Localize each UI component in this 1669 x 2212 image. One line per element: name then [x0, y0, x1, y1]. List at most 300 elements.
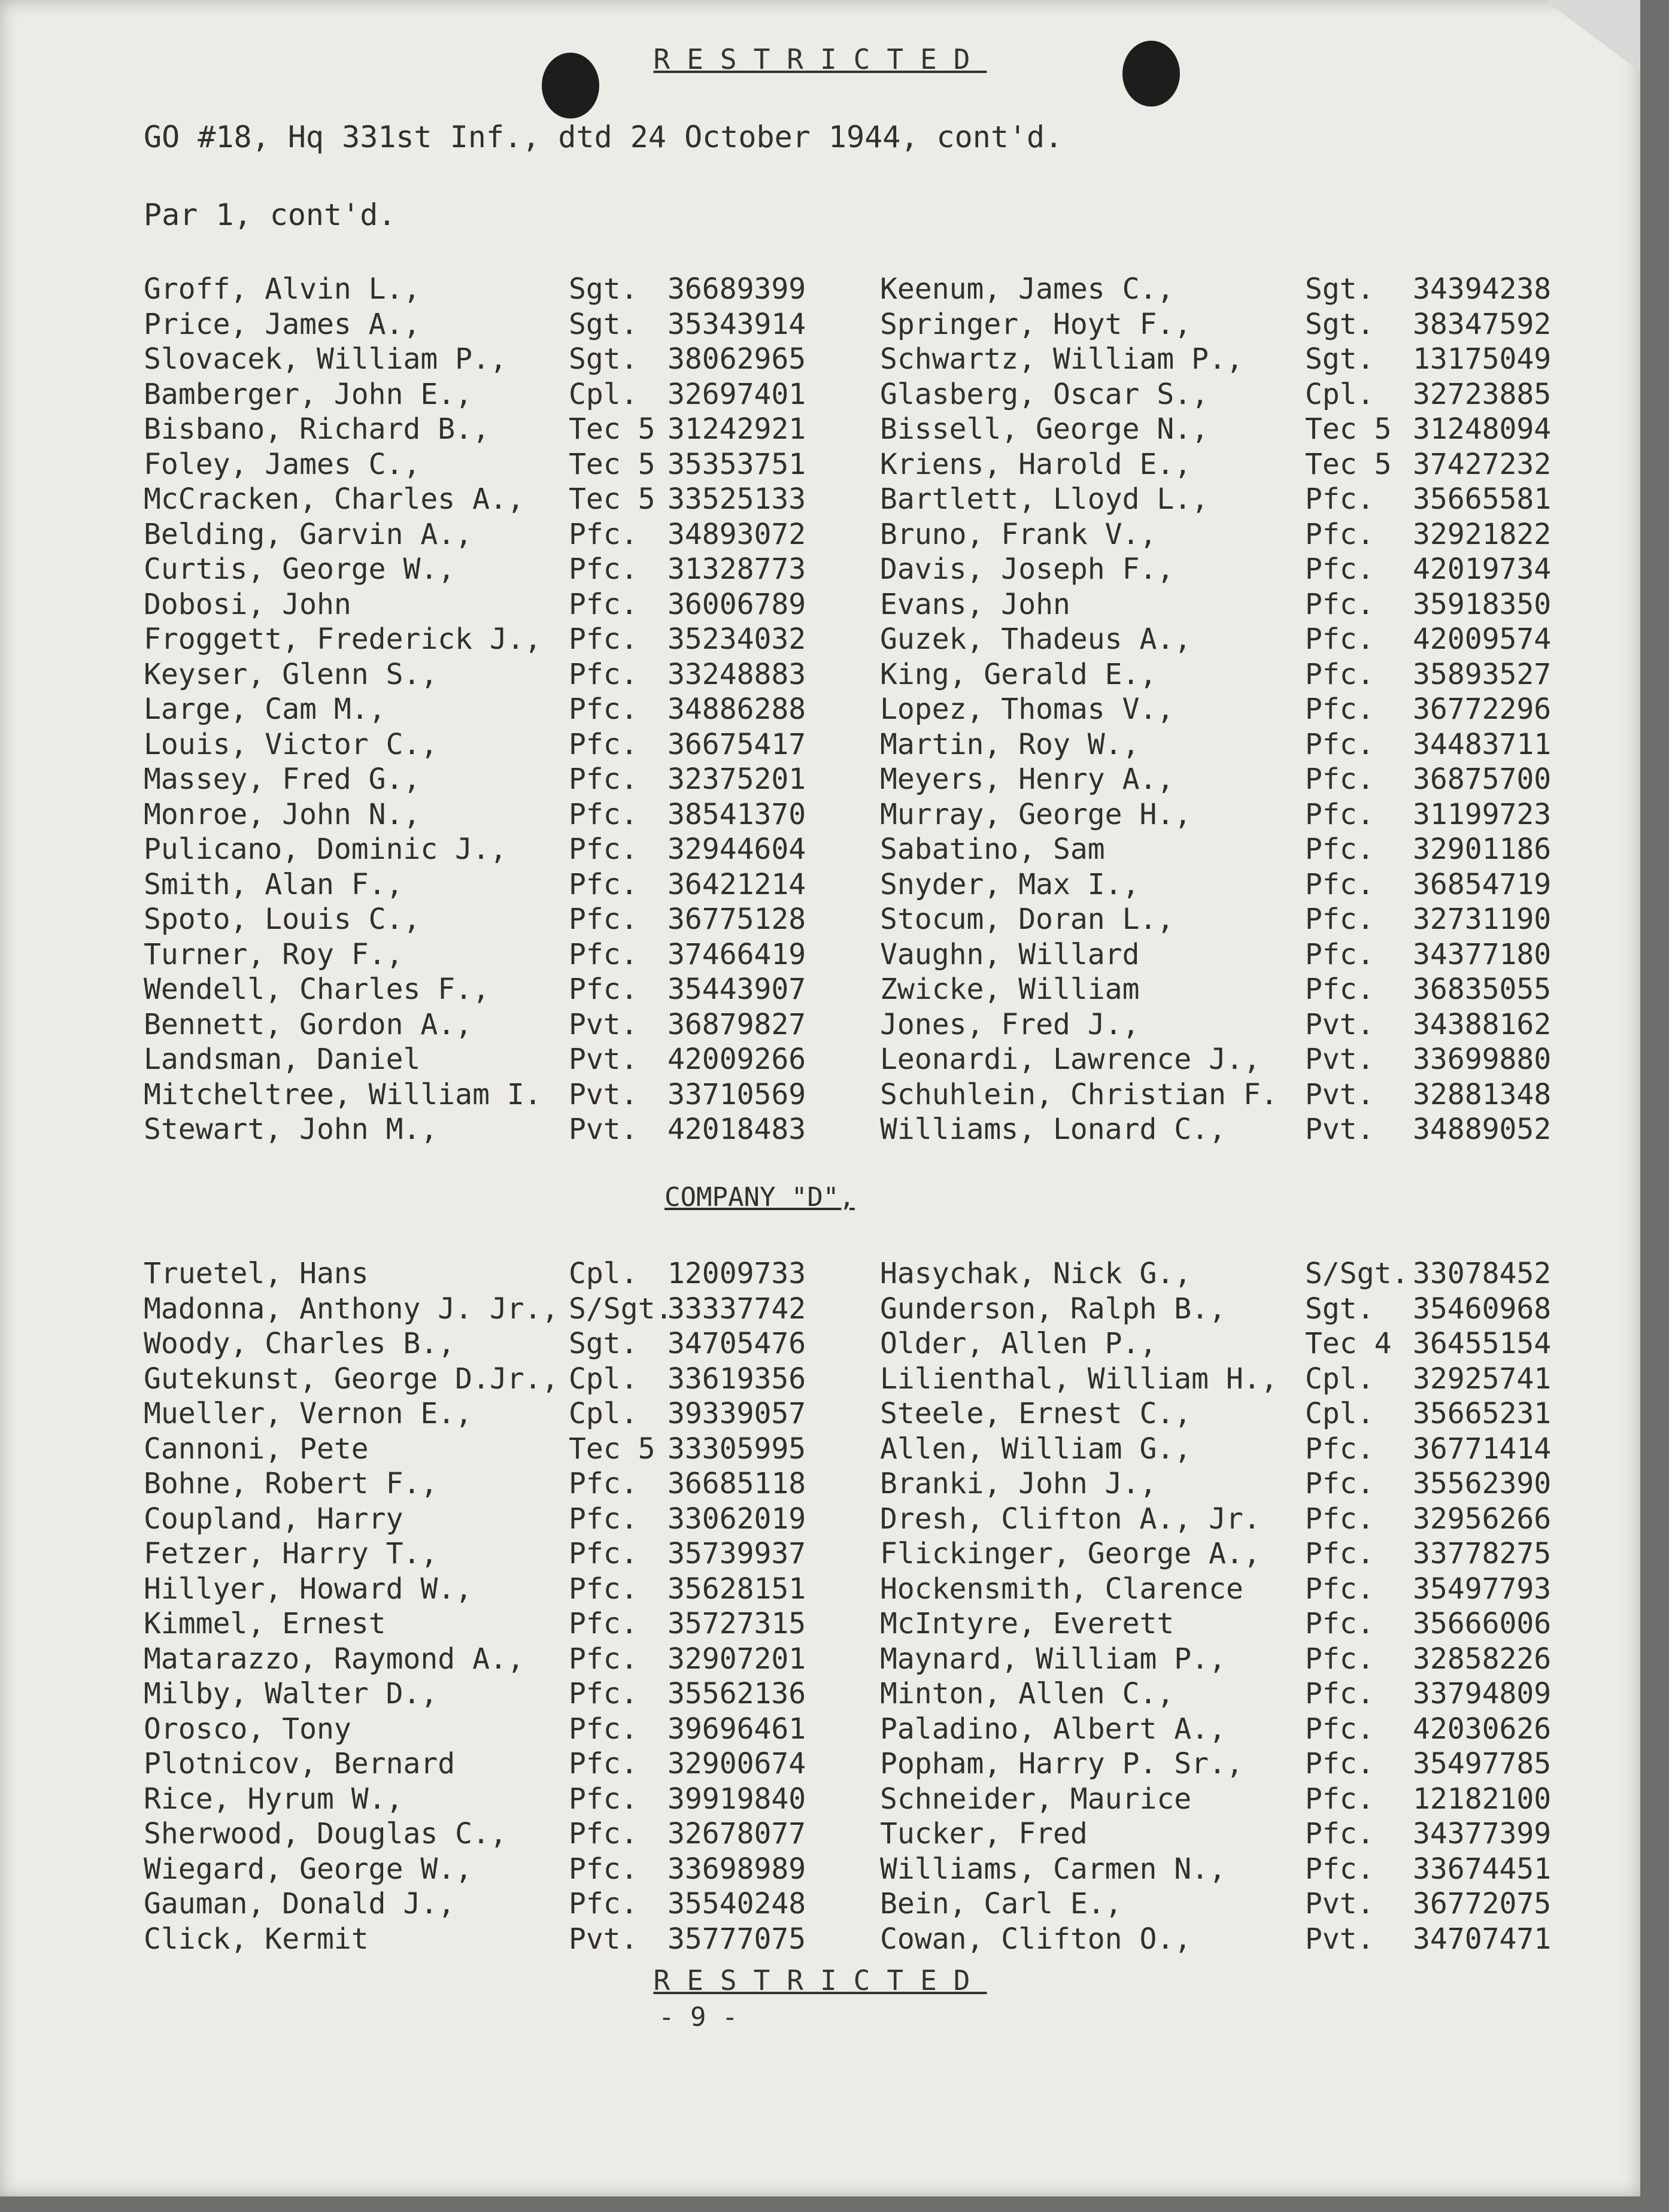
roster-row: [0, 903, 1640, 937]
left-serial: 38062965: [667, 342, 806, 376]
left-rank: Pfc.: [569, 517, 638, 551]
roster-row: [0, 308, 1640, 342]
right-serial: 42019734: [1413, 552, 1552, 586]
right-serial: 35497785: [1413, 1747, 1552, 1780]
roster-row: [0, 973, 1640, 1007]
left-name: Groff, Alvin L.,: [144, 272, 421, 306]
left-serial: 32375201: [667, 762, 806, 796]
left-name: Monroe, John N.,: [144, 797, 421, 831]
right-name: Schneider, Maurice: [880, 1782, 1192, 1816]
left-serial: 35234032: [667, 622, 806, 656]
roster-row: [0, 448, 1640, 482]
left-name: Landsman, Daniel: [144, 1043, 421, 1076]
right-serial: 34377399: [1413, 1817, 1552, 1851]
left-name: Massey, Fred G.,: [144, 762, 421, 796]
roster-row: [0, 1677, 1640, 1712]
right-serial: 35665231: [1413, 1397, 1552, 1430]
left-rank: Pfc.: [569, 762, 638, 796]
left-name: Belding, Garvin A.,: [144, 517, 473, 551]
company-heading: COMPANY "D",: [664, 1182, 855, 1213]
right-name: Glasberg, Oscar S.,: [880, 377, 1209, 411]
right-rank: Tec 4: [1305, 1327, 1392, 1360]
left-serial: 35443907: [667, 973, 806, 1006]
left-serial: 34886288: [667, 692, 806, 726]
left-name: Bamberger, John E.,: [144, 377, 473, 411]
roster-row: [0, 1747, 1640, 1782]
roster-row: [0, 1502, 1640, 1537]
left-serial: 35777075: [667, 1922, 806, 1956]
right-rank: Cpl.: [1305, 377, 1374, 411]
right-serial: 34483711: [1413, 727, 1552, 761]
roster-row: [0, 1887, 1640, 1922]
left-serial: 35540248: [667, 1887, 806, 1921]
right-rank: Pfc.: [1305, 973, 1374, 1006]
roster-row: [0, 798, 1640, 832]
roster-row: [0, 552, 1640, 587]
left-serial: 37466419: [667, 937, 806, 971]
right-serial: 35497793: [1413, 1572, 1552, 1606]
left-name: Cannoni, Pete: [144, 1432, 369, 1466]
right-serial: 31248094: [1413, 412, 1552, 446]
left-name: Rice, Hyrum W.,: [144, 1782, 403, 1816]
right-serial: 33794809: [1413, 1677, 1552, 1710]
roster-row: [0, 518, 1640, 552]
left-rank: Pfc.: [569, 1852, 638, 1886]
restricted-footer: RESTRICTED: [653, 1964, 987, 1997]
right-serial: 32921822: [1413, 517, 1552, 551]
left-serial: 35628151: [667, 1572, 806, 1606]
right-serial: 32901186: [1413, 832, 1552, 866]
roster-row: [0, 1078, 1640, 1113]
left-rank: Pfc.: [569, 797, 638, 831]
left-serial: 36775128: [667, 903, 806, 936]
left-name: Hillyer, Howard W.,: [144, 1572, 473, 1606]
left-rank: Pfc.: [569, 727, 638, 761]
left-rank: Pfc.: [569, 1677, 638, 1710]
left-name: Fetzer, Harry T.,: [144, 1537, 438, 1570]
page-number: - 9 -: [659, 2002, 738, 2032]
right-rank: Pvt.: [1305, 1922, 1374, 1956]
right-name: Lopez, Thomas V.,: [880, 692, 1175, 726]
right-rank: Pfc.: [1305, 1502, 1374, 1536]
right-serial: 36771414: [1413, 1432, 1552, 1466]
left-rank: Pfc.: [569, 867, 638, 901]
left-name: Slovacek, William P.,: [144, 342, 507, 376]
roster-row: [0, 1008, 1640, 1043]
left-name: Bennett, Gordon A.,: [144, 1007, 473, 1041]
left-name: McCracken, Charles A.,: [144, 482, 524, 516]
left-name: Mitcheltree, William I.: [144, 1077, 542, 1111]
left-name: Smith, Alan F.,: [144, 867, 403, 901]
roster-row: [0, 832, 1640, 867]
roster-row: [0, 728, 1640, 762]
roster-row: [0, 412, 1640, 447]
right-serial: 36772296: [1413, 692, 1552, 726]
right-name: Steele, Ernest C.,: [880, 1397, 1192, 1430]
paragraph-line: Par 1, cont'd.: [144, 198, 396, 232]
right-serial: 35893527: [1413, 657, 1552, 691]
right-rank: Pfc.: [1305, 552, 1374, 586]
left-rank: Pfc.: [569, 1502, 638, 1536]
right-rank: Pfc.: [1305, 622, 1374, 656]
roster-row: [0, 378, 1640, 412]
right-serial: 42009574: [1413, 622, 1552, 656]
left-name: Curtis, George W.,: [144, 552, 456, 586]
right-name: Schuhlein, Christian F.: [880, 1077, 1278, 1111]
roster-row: [0, 692, 1640, 727]
roster-row: [0, 762, 1640, 797]
left-serial: 35739937: [667, 1537, 806, 1570]
right-rank: Cpl.: [1305, 1362, 1374, 1396]
right-name: Bartlett, Lloyd L.,: [880, 482, 1209, 516]
right-name: Bruno, Frank V.,: [880, 517, 1157, 551]
left-serial: 39696461: [667, 1712, 806, 1746]
left-rank: Sgt.: [569, 272, 638, 306]
right-rank: Pfc.: [1305, 762, 1374, 796]
right-serial: 33778275: [1413, 1537, 1552, 1570]
roster-row: [0, 1257, 1640, 1292]
left-name: Price, James A.,: [144, 307, 421, 341]
restricted-header: RESTRICTED: [653, 43, 987, 75]
left-serial: 32900674: [667, 1747, 806, 1780]
right-rank: Cpl.: [1305, 1397, 1374, 1430]
left-rank: Cpl.: [569, 377, 638, 411]
right-rank: Pfc.: [1305, 1782, 1374, 1816]
left-serial: 36006789: [667, 587, 806, 621]
right-rank: Pfc.: [1305, 587, 1374, 621]
left-name: Woody, Charles B.,: [144, 1327, 456, 1360]
roster-row: [0, 1607, 1640, 1642]
right-serial: 34377180: [1413, 937, 1552, 971]
right-serial: 35665581: [1413, 482, 1552, 516]
right-rank: Tec 5: [1305, 412, 1392, 446]
left-name: Orosco, Tony: [144, 1712, 351, 1746]
roster-row: [0, 1782, 1640, 1817]
left-name: Froggett, Frederick J.,: [144, 622, 542, 656]
left-serial: 32944604: [667, 832, 806, 866]
right-serial: 33078452: [1413, 1257, 1552, 1290]
left-name: Large, Cam M.,: [144, 692, 386, 726]
right-name: Evans, John: [880, 587, 1070, 621]
left-name: Spoto, Louis C.,: [144, 903, 421, 936]
left-rank: Pvt.: [569, 1043, 638, 1076]
right-rank: Pfc.: [1305, 867, 1374, 901]
left-serial: 31328773: [667, 552, 806, 586]
roster-row: [0, 1852, 1640, 1887]
right-name: Davis, Joseph F.,: [880, 552, 1175, 586]
right-rank: Pfc.: [1305, 517, 1374, 551]
right-rank: Pfc.: [1305, 1817, 1374, 1851]
right-name: Bissell, George N.,: [880, 412, 1209, 446]
left-name: Matarazzo, Raymond A.,: [144, 1642, 524, 1676]
right-name: Zwicke, William: [880, 973, 1140, 1006]
left-rank: Tec 5: [569, 412, 656, 446]
roster-row: [0, 1537, 1640, 1572]
left-rank: Pfc.: [569, 1712, 638, 1746]
roster-row: [0, 1292, 1640, 1327]
left-rank: Pfc.: [569, 587, 638, 621]
right-rank: Pfc.: [1305, 1537, 1374, 1570]
roster-row: [0, 588, 1640, 622]
left-rank: Pfc.: [569, 1887, 638, 1921]
roster-row: [0, 1362, 1640, 1397]
left-serial: 35727315: [667, 1607, 806, 1640]
right-serial: 35460968: [1413, 1292, 1552, 1326]
right-rank: Pvt.: [1305, 1007, 1374, 1041]
right-name: Guzek, Thadeus A.,: [880, 622, 1192, 656]
right-name: Springer, Hoyt F.,: [880, 307, 1192, 341]
right-rank: Pfc.: [1305, 1572, 1374, 1606]
left-rank: Pfc.: [569, 1537, 638, 1570]
roster-row: [0, 1327, 1640, 1362]
right-serial: 34889052: [1413, 1113, 1552, 1146]
left-serial: 33305995: [667, 1432, 806, 1466]
left-rank: Pfc.: [569, 622, 638, 656]
left-rank: Pvt.: [569, 1113, 638, 1146]
roster-row: [0, 868, 1640, 903]
left-name: Plotnicov, Bernard: [144, 1747, 456, 1780]
right-name: Schwartz, William P.,: [880, 342, 1243, 376]
left-name: Turner, Roy F.,: [144, 937, 403, 971]
right-rank: Pfc.: [1305, 1712, 1374, 1746]
right-rank: Pfc.: [1305, 937, 1374, 971]
right-name: Snyder, Max I.,: [880, 867, 1140, 901]
order-line: GO #18, Hq 331st Inf., dtd 24 October 1944, cont'd.: [144, 120, 1063, 154]
left-name: Pulicano, Dominic J.,: [144, 832, 507, 866]
right-rank: Pfc.: [1305, 1607, 1374, 1640]
right-name: Leonardi, Lawrence J.,: [880, 1043, 1261, 1076]
right-serial: 34707471: [1413, 1922, 1552, 1956]
roster-row: [0, 1642, 1640, 1677]
right-rank: Pvt.: [1305, 1043, 1374, 1076]
left-serial: 33710569: [667, 1077, 806, 1111]
left-name: Bohne, Robert F.,: [144, 1467, 438, 1500]
left-name: Madonna, Anthony J. Jr.,: [144, 1292, 559, 1326]
right-name: Hockensmith, Clarence: [880, 1572, 1243, 1606]
right-rank: Tec 5: [1305, 447, 1392, 481]
left-serial: 42009266: [667, 1043, 806, 1076]
left-name: Gutekunst, George D.Jr.,: [144, 1362, 559, 1396]
right-name: Murray, George H.,: [880, 797, 1192, 831]
left-serial: 33062019: [667, 1502, 806, 1536]
right-name: Flickinger, George A.,: [880, 1537, 1261, 1570]
left-serial: 36421214: [667, 867, 806, 901]
left-name: Gauman, Donald J.,: [144, 1887, 456, 1921]
left-serial: 33337742: [667, 1292, 806, 1326]
left-serial: 33248883: [667, 657, 806, 691]
right-serial: 42030626: [1413, 1712, 1552, 1746]
right-name: Hasychak, Nick G.,: [880, 1257, 1192, 1290]
left-serial: 38541370: [667, 797, 806, 831]
roster-row: [0, 1817, 1640, 1852]
left-rank: Pvt.: [569, 1077, 638, 1111]
right-serial: 33674451: [1413, 1852, 1552, 1886]
left-serial: 32678077: [667, 1817, 806, 1851]
right-name: Allen, William G.,: [880, 1432, 1192, 1466]
left-name: Dobosi, John: [144, 587, 351, 621]
left-serial: 39919840: [667, 1782, 806, 1816]
left-name: Stewart, John M.,: [144, 1113, 438, 1146]
right-rank: Pfc.: [1305, 903, 1374, 936]
left-rank: Cpl.: [569, 1257, 638, 1290]
left-rank: Tec 5: [569, 1432, 656, 1466]
right-rank: Pvt.: [1305, 1887, 1374, 1921]
left-serial: 31242921: [667, 412, 806, 446]
right-name: Williams, Lonard C.,: [880, 1113, 1226, 1146]
left-rank: Pvt.: [569, 1922, 638, 1956]
right-serial: 34388162: [1413, 1007, 1552, 1041]
left-name: Wendell, Charles F.,: [144, 973, 490, 1006]
right-rank: Pfc.: [1305, 1432, 1374, 1466]
right-serial: 32925741: [1413, 1362, 1552, 1396]
left-serial: 32697401: [667, 377, 806, 411]
right-rank: Pvt.: [1305, 1113, 1374, 1146]
right-rank: Pfc.: [1305, 482, 1374, 516]
left-name: Kimmel, Ernest: [144, 1607, 386, 1640]
right-serial: 36455154: [1413, 1327, 1552, 1360]
left-rank: Sgt.: [569, 1327, 638, 1360]
right-serial: 37427232: [1413, 447, 1552, 481]
right-serial: 35562390: [1413, 1467, 1552, 1500]
roster-row: [0, 1572, 1640, 1607]
roster-row: [0, 658, 1640, 692]
right-serial: 36875700: [1413, 762, 1552, 796]
right-rank: Pfc.: [1305, 1747, 1374, 1780]
left-rank: Pfc.: [569, 692, 638, 726]
right-serial: 34394238: [1413, 272, 1552, 306]
right-rank: Pvt.: [1305, 1077, 1374, 1111]
left-name: Click, Kermit: [144, 1922, 369, 1956]
left-rank: Pfc.: [569, 1572, 638, 1606]
roster-row: [0, 1113, 1640, 1147]
left-serial: 34705476: [667, 1327, 806, 1360]
roster-row: [0, 1922, 1640, 1957]
left-serial: 33698989: [667, 1852, 806, 1886]
left-serial: 32907201: [667, 1642, 806, 1676]
right-serial: 32881348: [1413, 1077, 1552, 1111]
roster-row: [0, 1043, 1640, 1077]
roster-row: [0, 272, 1640, 307]
left-name: Foley, James C.,: [144, 447, 421, 481]
right-rank: Sgt.: [1305, 307, 1374, 341]
right-name: Tucker, Fred: [880, 1817, 1088, 1851]
left-rank: Pfc.: [569, 1467, 638, 1500]
right-name: Meyers, Henry A.,: [880, 762, 1175, 796]
left-serial: 36879827: [667, 1007, 806, 1041]
left-rank: Pfc.: [569, 832, 638, 866]
right-serial: 35918350: [1413, 587, 1552, 621]
right-name: Keenum, James C.,: [880, 272, 1175, 306]
left-serial: 33619356: [667, 1362, 806, 1396]
left-serial: 35562136: [667, 1677, 806, 1710]
left-name: Mueller, Vernon E.,: [144, 1397, 473, 1430]
left-rank: Tec 5: [569, 447, 656, 481]
roster-row: [0, 1432, 1640, 1467]
right-serial: 35666006: [1413, 1607, 1552, 1640]
right-name: Williams, Carmen N.,: [880, 1852, 1226, 1886]
left-name: Keyser, Glenn S.,: [144, 657, 438, 691]
right-serial: 36772075: [1413, 1887, 1552, 1921]
right-rank: Pfc.: [1305, 1467, 1374, 1500]
left-rank: Cpl.: [569, 1397, 638, 1430]
left-serial: 12009733: [667, 1257, 806, 1290]
right-rank: Sgt.: [1305, 272, 1374, 306]
right-serial: 32956266: [1413, 1502, 1552, 1536]
left-rank: Sgt.: [569, 307, 638, 341]
right-rank: Sgt.: [1305, 1292, 1374, 1326]
left-rank: Pvt.: [569, 1007, 638, 1041]
left-serial: 33525133: [667, 482, 806, 516]
left-rank: Pfc.: [569, 973, 638, 1006]
left-name: Louis, Victor C.,: [144, 727, 438, 761]
roster-row: [0, 1467, 1640, 1502]
right-rank: Pfc.: [1305, 657, 1374, 691]
left-name: Coupland, Harry: [144, 1502, 403, 1536]
roster-row: [0, 1712, 1640, 1747]
left-serial: 36689399: [667, 272, 806, 306]
left-name: Truetel, Hans: [144, 1257, 369, 1290]
left-rank: Tec 5: [569, 482, 656, 516]
right-serial: 32723885: [1413, 377, 1552, 411]
right-name: Minton, Allen C.,: [880, 1677, 1175, 1710]
left-rank: Pfc.: [569, 1782, 638, 1816]
left-rank: Sgt.: [569, 342, 638, 376]
left-rank: Pfc.: [569, 657, 638, 691]
roster-row: [0, 342, 1640, 377]
left-rank: S/Sgt.: [569, 1292, 673, 1326]
right-name: Maynard, William P.,: [880, 1642, 1226, 1676]
right-name: Lilienthal, William H.,: [880, 1362, 1278, 1396]
right-serial: 38347592: [1413, 307, 1552, 341]
left-serial: 42018483: [667, 1113, 806, 1146]
left-serial: 36675417: [667, 727, 806, 761]
right-name: Jones, Fred J.,: [880, 1007, 1140, 1041]
left-serial: 39339057: [667, 1397, 806, 1430]
left-rank: Pfc.: [569, 903, 638, 936]
right-serial: 32731190: [1413, 903, 1552, 936]
right-rank: Pfc.: [1305, 832, 1374, 866]
right-name: Branki, John J.,: [880, 1467, 1157, 1500]
right-name: Dresh, Clifton A., Jr.: [880, 1502, 1261, 1536]
right-rank: Pfc.: [1305, 797, 1374, 831]
right-serial: 36854719: [1413, 867, 1552, 901]
right-rank: Pfc.: [1305, 1642, 1374, 1676]
left-rank: Cpl.: [569, 1362, 638, 1396]
left-name: Bisbano, Richard B.,: [144, 412, 490, 446]
right-rank: Pfc.: [1305, 1677, 1374, 1710]
right-name: Sabatino, Sam: [880, 832, 1105, 866]
right-name: McIntyre, Everett: [880, 1607, 1175, 1640]
right-name: Older, Allen P.,: [880, 1327, 1157, 1360]
right-serial: 12182100: [1413, 1782, 1552, 1816]
right-rank: S/Sgt.: [1305, 1257, 1409, 1290]
right-rank: Pfc.: [1305, 692, 1374, 726]
left-rank: Pfc.: [569, 937, 638, 971]
right-rank: Pfc.: [1305, 727, 1374, 761]
left-rank: Pfc.: [569, 1607, 638, 1640]
right-name: King, Gerald E.,: [880, 657, 1157, 691]
roster-row: [0, 482, 1640, 517]
right-serial: 31199723: [1413, 797, 1552, 831]
right-serial: 32858226: [1413, 1642, 1552, 1676]
left-serial: 36685118: [667, 1467, 806, 1500]
right-serial: 13175049: [1413, 342, 1552, 376]
right-name: Popham, Harry P. Sr.,: [880, 1747, 1243, 1780]
left-rank: Pfc.: [569, 1642, 638, 1676]
left-name: Sherwood, Douglas C.,: [144, 1817, 507, 1851]
right-rank: Sgt.: [1305, 342, 1374, 376]
right-name: Bein, Carl E.,: [880, 1887, 1122, 1921]
